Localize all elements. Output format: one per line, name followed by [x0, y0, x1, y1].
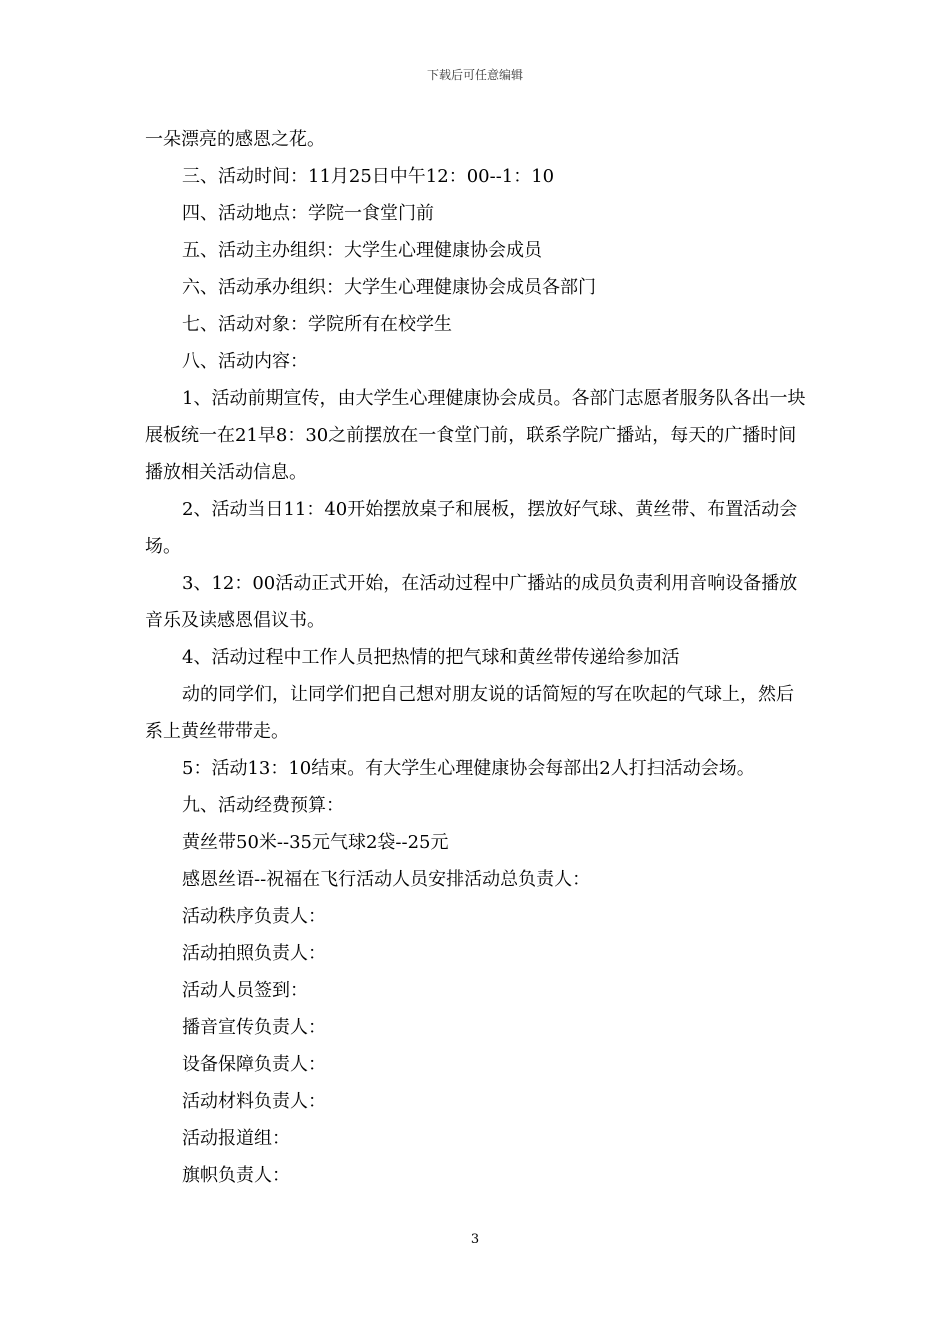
paragraph-sign-in: 活动人员签到：: [182, 980, 308, 1001]
paragraph-content-heading: 八、活动内容：: [182, 351, 308, 372]
paragraph-intro-continuation: 一朵漂亮的感恩之花。: [145, 129, 325, 150]
paragraph-staff-arrangement: 感恩丝语--祝福在飞行活动人员安排活动总负责人：: [182, 869, 591, 890]
paragraph-broadcast-lead: 播音宣传负责人：: [182, 1017, 326, 1038]
paragraph-content-item-4-continued: 动的同学们，让同学们把自己想对朋友说的话简短的写在吹起的气球上，然后系上黄丝带带走。: [145, 684, 794, 742]
paragraph-activity-time: 三、活动时间：11月25日中午12：00--1：10: [182, 166, 555, 187]
page-number: 3: [470, 1232, 480, 1247]
paragraph-materials-lead: 活动材料负责人：: [182, 1091, 326, 1112]
document-body: [145, 121, 809, 1194]
paragraph-content-item-4: 4、活动过程中工作人员把热情的把气球和黄丝带传递给参加活: [182, 647, 680, 668]
paragraph-content-item-5: 5：活动13：10结束。有大学生心理健康协会每部出2人打扫活动会场。: [182, 758, 755, 779]
paragraph-order-lead: 活动秩序负责人：: [182, 906, 326, 927]
paragraph-target-audience: 七、活动对象：学院所有在校学生: [182, 314, 452, 335]
paragraph-content-item-3: 3、12：00活动正式开始，在活动过程中广播站的成员负责利用音响设备播放音乐及读感恩倡议书。: [145, 573, 798, 631]
paragraph-organizer: 五、活动主办组织：大学生心理健康协会成员: [182, 240, 542, 261]
paragraph-budget-heading: 九、活动经费预算：: [182, 795, 344, 816]
paragraph-content-item-2: 2、活动当日11：40开始摆放桌子和展板，摆放好气球、黄丝带、布置活动会场。: [145, 499, 798, 557]
paragraph-budget-items: 黄丝带50米--35元气球2袋--25元: [182, 832, 449, 853]
paragraph-report-team: 活动报道组：: [182, 1128, 290, 1149]
paragraph-flag-lead: 旗帜负责人：: [182, 1165, 290, 1186]
paragraph-content-item-1: 1、活动前期宣传，由大学生心理健康协会成员。各部门志愿者服务队各出一块展板统一在21早8：30之前摆放在一食堂门前，联系学院广播站，每天的广播时间播放相关活动信息。: [145, 388, 806, 483]
paragraph-photo-lead: 活动拍照负责人：: [182, 943, 326, 964]
paragraph-activity-location: 四、活动地点：学院一食堂门前: [182, 203, 434, 224]
paragraph-co-organizer: 六、活动承办组织：大学生心理健康协会成员各部门: [182, 277, 596, 298]
page-header: 下载后可任意编辑: [426, 68, 523, 82]
paragraph-equipment-lead: 设备保障负责人：: [182, 1054, 326, 1075]
